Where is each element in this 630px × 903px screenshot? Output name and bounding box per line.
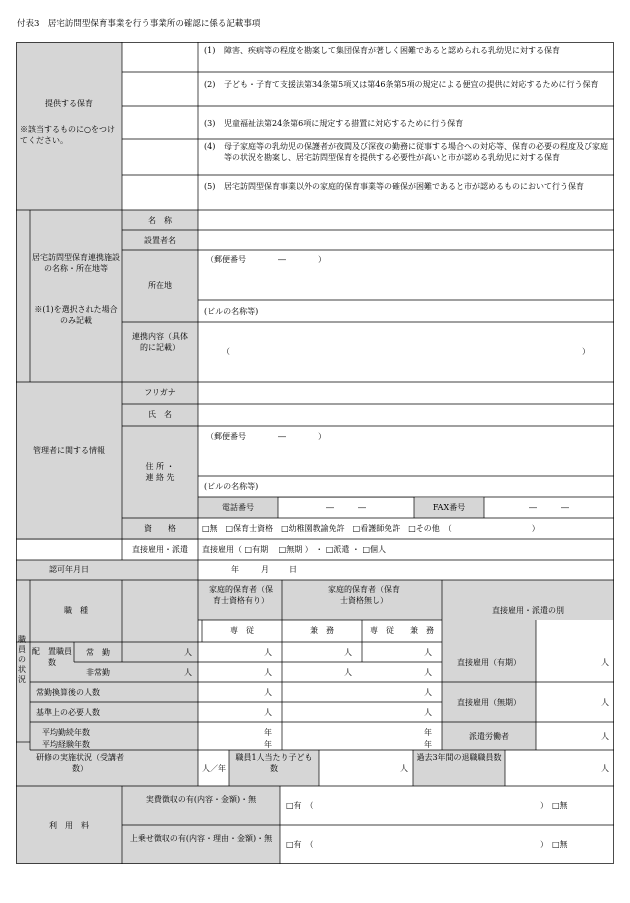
turnover-label: 過去3年間の退職職員数 — [416, 753, 502, 762]
unit-person: 人 — [264, 688, 272, 697]
phone-value: ― ― — [326, 503, 366, 512]
unit-person: 人 — [184, 668, 192, 677]
training-unit: 人／年 — [202, 764, 226, 773]
extra-fee-no: ） □無 — [540, 840, 568, 849]
fax-value: ― ― — [529, 503, 569, 512]
unit-person: 人 — [601, 698, 609, 707]
option-3-num: (3) — [204, 119, 216, 128]
parttime-label: 非常勤 — [86, 668, 110, 677]
option-1-text: 障害、疾病等の程度を勘案して集団保育が著しく困難であると認められる乳幼児に対する保育 — [224, 46, 560, 55]
manager-name-label: 氏 名 — [148, 410, 172, 419]
fax-label: FAX番号 — [432, 503, 466, 512]
fees-label: 利 用 料 — [49, 821, 89, 830]
manager-address-label: 住 所 ・ 連 絡 先 — [145, 462, 175, 482]
unit-person: 人 — [601, 764, 609, 773]
employment-kind-header: 直接雇用・派遣の別 — [492, 606, 564, 615]
actual-fee-no: ） □無 — [540, 801, 568, 810]
unit-person: 人 — [264, 648, 272, 657]
unit-person: 人 — [424, 688, 432, 697]
section1-note: ※該当するものに○をつけてください。 — [20, 125, 115, 145]
employment-label: 直接雇用・派遣 — [132, 545, 188, 554]
fte-label: 常勤換算後の人数 — [36, 688, 100, 697]
unit-person: 人 — [264, 668, 272, 677]
option-3-text: 児童福祉法第24条第6項に規定する措置に対応するために行う保育 — [224, 119, 464, 128]
facility-address-label: 所在地 — [148, 281, 172, 290]
unit-year: 年 — [264, 740, 272, 749]
approval-label: 認可年月日 — [49, 565, 89, 574]
actual-fee-label: 実費徴収の有(内容・金額)・無 — [145, 795, 257, 804]
option-5-text: 居宅訪問型保育事業以外の家庭的保育事業等の確保が困難であると市が認めるものにおいて行う保育 — [224, 182, 584, 191]
option-4-text: 母子家庭等の乳幼児の保護者が夜間及び深夜の勤務に従事する場合への対応等、保育の必要の程度及び家庭等の状況を勘案し、居宅訪問型保育を提供する必要性が高いと市が認める乳幼児に対する保育 — [224, 142, 608, 162]
approval-year: 年 — [231, 565, 239, 574]
g1-full-header: 専 従 — [230, 626, 254, 635]
unit-person: 人 — [601, 658, 609, 667]
training-label: 研修の実施状況（受講者数） — [36, 753, 124, 773]
group2-header: 家庭的保育者（保育士資格無し） — [328, 585, 400, 605]
qualification-label: 資 格 — [144, 524, 176, 533]
dispatch-label: 派遣労働者 — [469, 732, 509, 741]
unit-year: 年 — [424, 740, 432, 749]
unit-person: 人 — [601, 732, 609, 741]
facility-content-open: （ — [222, 347, 230, 356]
unit-person: 人 — [184, 648, 192, 657]
extra-fee-label: 上乗せ徴収の有(内容・理由・金額)・無 — [129, 834, 273, 843]
option-1-num: (1) — [204, 46, 216, 55]
section1-label: 提供する保育 — [45, 99, 93, 108]
unit-person: 人 — [400, 764, 408, 773]
facility-founder-label: 設置者名 — [144, 236, 176, 245]
section3-label: 管理者に関する情報 — [33, 446, 105, 455]
g2-part-header: 兼 務 — [410, 626, 434, 635]
direct-open-label: 直接雇用（無期） — [457, 698, 521, 707]
unit-person: 人 — [264, 708, 272, 717]
section2-label: 居宅訪問型保育連携施設の名称・所在地等 — [32, 253, 120, 273]
avg-exp-label: 平均経験年数 — [42, 740, 90, 749]
ratio-label: 職員1人当たり子ども数 — [235, 753, 313, 773]
facility-content-label: 連携内容（具体的に記載） — [132, 332, 188, 352]
extra-fee-yes: □有 （ — [286, 840, 314, 849]
direct-fixed-label: 直接雇用（有期） — [457, 658, 521, 667]
qualification-options: □無 □保育士資格 □幼稚園教諭免許 □看護師免許 □その他 （ ） — [202, 524, 540, 533]
unit-person: 人 — [424, 668, 432, 677]
facility-content-close: ） — [582, 347, 590, 356]
unit-person: 人 — [424, 708, 432, 717]
unit-year: 年 — [424, 728, 432, 737]
section2-note: ※(1)を選択された場合のみ記載 — [34, 305, 118, 325]
facility-building: (ビルの名称等) — [204, 307, 259, 316]
option-5-num: (5) — [204, 182, 216, 191]
manager-building: (ビルの名称等) — [204, 482, 259, 491]
assigned-label: 配 置職員数 — [32, 647, 72, 667]
group1-header: 家庭的保育者（保育士資格有り） — [209, 585, 273, 605]
option-2-num: (2) — [204, 80, 216, 89]
option-2-text: 子ども・子育て支援法第34条第5項又は第46条第5項の規定による便宜の提供に対応するために行う保育 — [224, 80, 599, 89]
g2-full-header: 専 従 — [370, 626, 394, 635]
approval-day: 日 — [289, 565, 297, 574]
unit-person: 人 — [424, 648, 432, 657]
facility-postal: （郵便番号 ― ） — [206, 255, 326, 264]
document-title: 付表3 居宅訪問型保育事業を行う事業所の確認に係る記載事項 — [17, 19, 261, 29]
staff-side-label: 職員の状況 — [18, 635, 26, 684]
fulltime-label: 常 勤 — [86, 648, 110, 657]
unit-year: 年 — [264, 728, 272, 737]
avg-years-label: 平均勤続年数 — [42, 728, 90, 737]
manager-furigana-label: フリガナ — [144, 388, 176, 397]
g1-part-header: 兼 務 — [310, 626, 334, 635]
employment-options: 直接雇用（ □有期 □無期 ） ・ □派遣 ・ □個人 — [202, 545, 387, 554]
staff-type-header: 職 種 — [64, 606, 88, 615]
phone-label: 電話番号 — [222, 503, 254, 512]
manager-postal: （郵便番号 ― ） — [206, 432, 326, 441]
facility-name-label: 名 称 — [148, 216, 172, 225]
option-4-num: (4) — [204, 142, 216, 151]
approval-month: 月 — [261, 565, 269, 574]
actual-fee-yes: □有 （ — [286, 801, 314, 810]
form-sheet — [16, 42, 614, 864]
unit-person: 人 — [344, 648, 352, 657]
required-label: 基準上の必要人数 — [36, 708, 100, 717]
unit-person: 人 — [344, 668, 352, 677]
